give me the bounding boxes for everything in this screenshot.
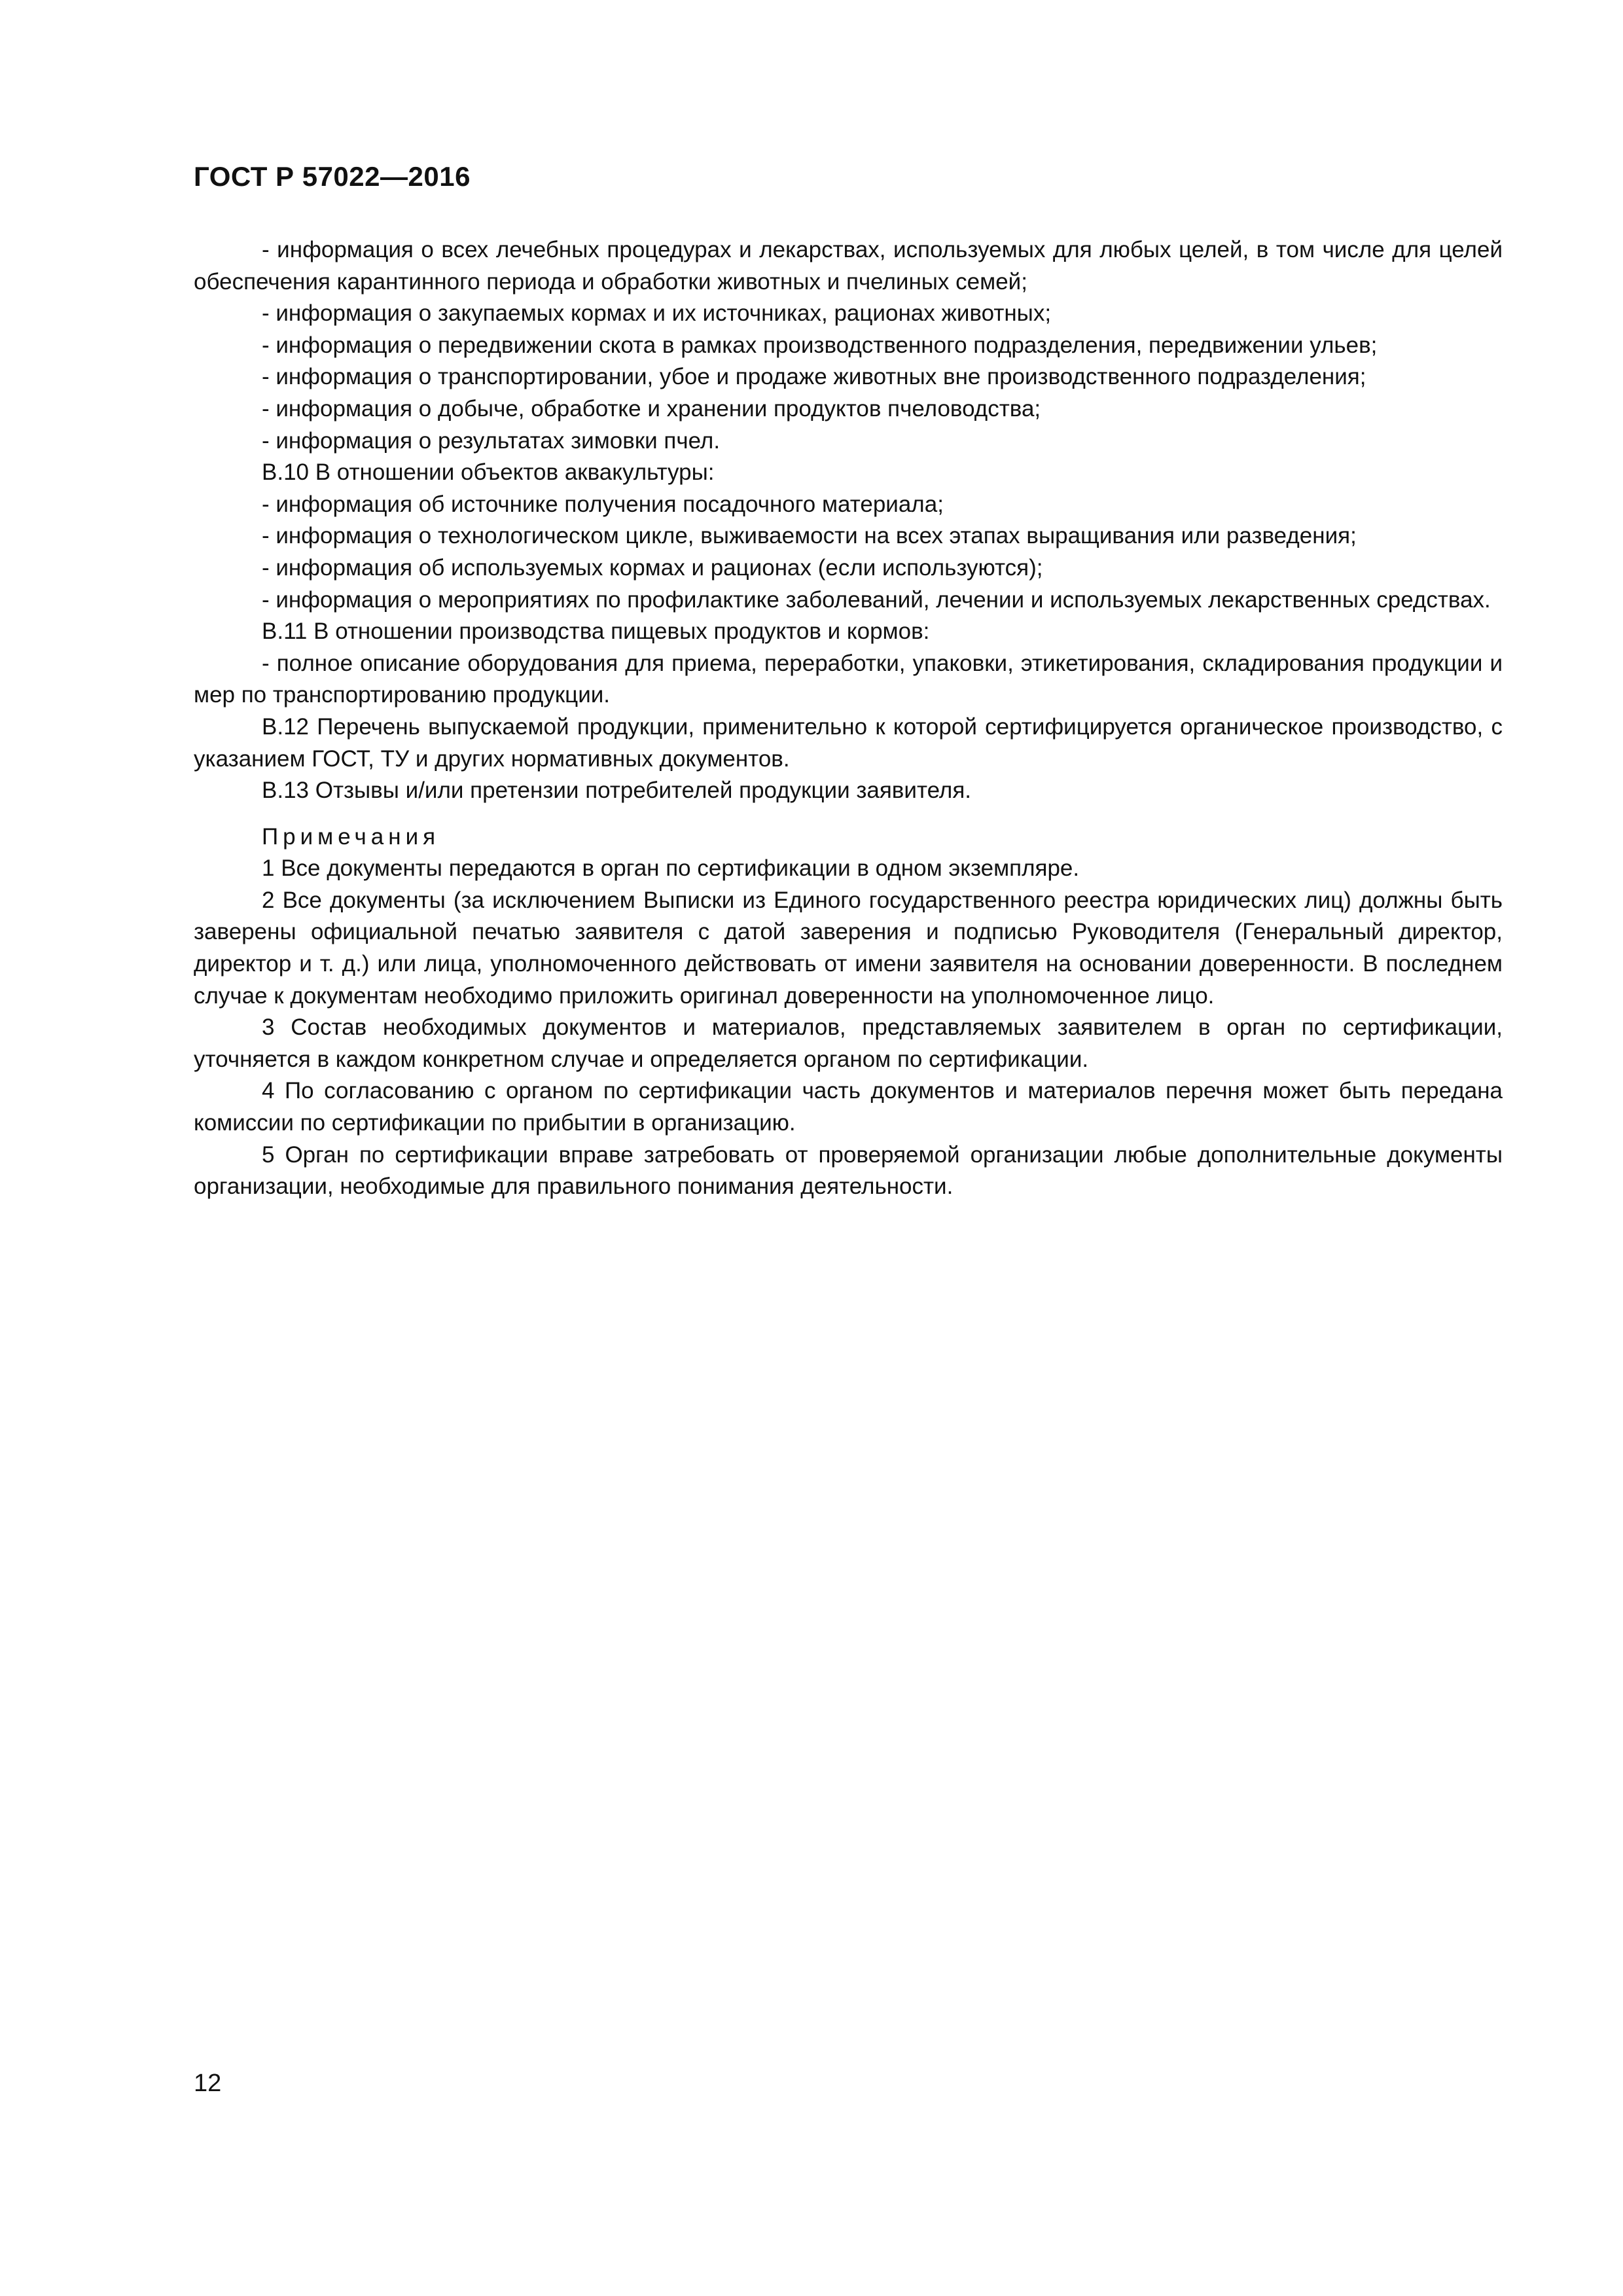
section-heading: В.10 В отношении объектов аквакультуры:: [262, 459, 715, 486]
note-item: 2 Все документы (за исключением Выписки из Единого государственного реестра юридических лиц) должны быть заверены официальной печатью заявителя с датой заверения и подписью Руководителя (Генеральный директор, директор и т. д.) или лица, уполномоченного действовать от имени заявителя на основании доверенности. В последнем случае к документам необходимо приложить оригинал доверенности на уполномоченное лицо.: [194, 887, 1503, 1009]
list-item: - информация о всех лечебных процедурах и лекарствах, используемых для любых целей, в том числе для целей обеспечения карантинного периода и обработки животных и пчелиных семей;: [194, 237, 1503, 295]
document-id-header: ГОСТ Р 57022—2016: [194, 161, 471, 192]
document-body: [194, 234, 1503, 1203]
note-item: 3 Состав необходимых документов и материалов, представляемых заявителем в орган по сертификации, уточняется в каждом конкретном случае и определяется органом по сертификации.: [194, 1014, 1503, 1072]
list-item: - информация о добыче, обработке и хранении продуктов пчеловодства;: [262, 395, 1041, 422]
page-number: 12: [194, 2070, 222, 2097]
section-heading: В.11 В отношении производства пищевых продуктов и кормов:: [262, 619, 930, 645]
list-item: - информация об используемых кормах и рационах (если используются);: [262, 554, 1043, 581]
list-item: - информация об источнике получения посадочного материала;: [262, 491, 944, 517]
notes-title: Примечания: [262, 823, 440, 850]
list-item: - информация о закупаемых кормах и их источниках, рационах животных;: [262, 300, 1052, 327]
note-item: 4 По согласованию с органом по сертификации часть документов и материалов перечня может быть передана комиссии по сертификации по прибытии в организацию.: [194, 1078, 1503, 1136]
section-paragraph: В.13 Отзывы и/или претензии потребителей продукции заявителя.: [262, 778, 971, 804]
section-paragraph: В.12 Перечень выпускаемой продукции, применительно к которой сертифицируется органическое производство, с указанием ГОСТ, ТУ и других нормативных документов.: [194, 713, 1503, 772]
list-item: - информация о транспортировании, убое и продаже животных вне производственного подразделения;: [262, 364, 1366, 390]
note-item: 5 Орган по сертификации вправе затребовать от проверяемой организации любые дополнительные документы организации, необходимые для правильного понимания деятельности.: [194, 1141, 1503, 1200]
list-item: - информация о мероприятиях по профилактике заболеваний, лечении и используемых лекарственных средствах.: [262, 586, 1491, 613]
list-item: - информация о результатах зимовки пчел.: [262, 427, 721, 454]
note-item: 1 Все документы передаются в орган по сертификации в одном экземпляре.: [262, 855, 1080, 882]
list-item: - информация о технологическом цикле, выживаемости на всех этапах выращивания или разведения;: [262, 523, 1357, 549]
list-item: - полное описание оборудования для приема, переработки, упаковки, этикетирования, складирования продукции и мер по транспортированию продукции.: [194, 650, 1503, 708]
list-item: - информация о передвижении скота в рамках производственного подразделения, передвижении ульев;: [262, 332, 1378, 358]
